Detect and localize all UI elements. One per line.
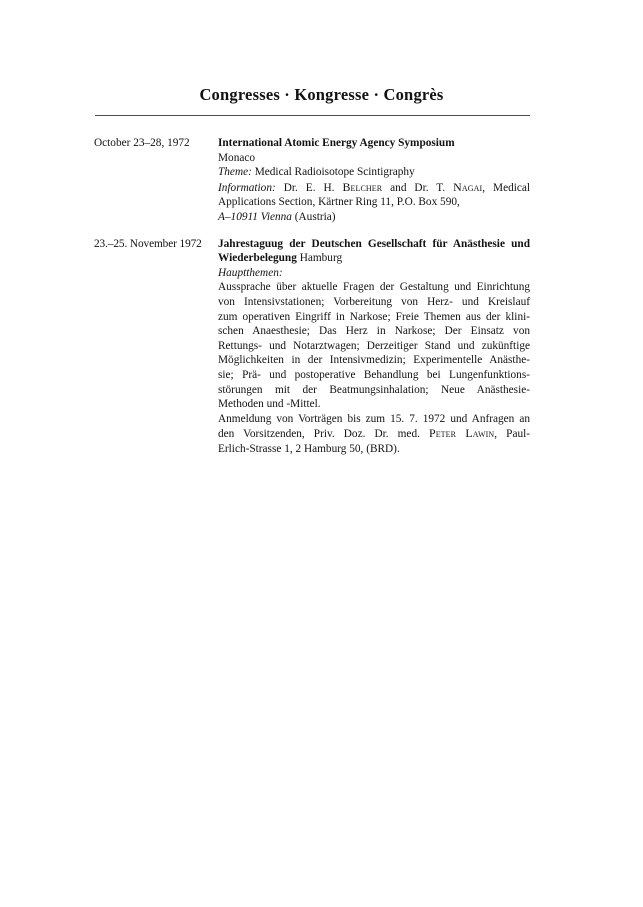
entry-information-line-1 [218, 180, 530, 196]
registration-line: Erlich-Strasse 1, 2 Hamburg 50, (BRD). [218, 442, 400, 455]
entry-title: Jahrestaguug der Deutschen Gesellschaft für Anästhesie und [218, 237, 530, 250]
registration-text-b: , Paul- [494, 428, 531, 441]
page-title: Congresses · Kongresse · Congrès [199, 85, 444, 104]
theme-value: Medical Radioisotope Scintigraphy [254, 166, 415, 179]
entry-title-line-2 [218, 251, 530, 266]
congress-entry [94, 136, 530, 225]
information-text-a: Dr. E. H. [283, 181, 335, 194]
information-label: Information: [218, 181, 276, 194]
information-text-b: and Dr. T. [390, 181, 446, 194]
entry-body [218, 136, 530, 225]
person-name-belcher: Belcher [342, 179, 383, 194]
entry-location: Monaco [218, 151, 256, 164]
congress-entry [94, 237, 530, 457]
topics-line: störungen mit der Beatmungsinhalation; Neue Anästhesie- [218, 383, 530, 396]
entry-date: October 23–28, 1972 [94, 137, 190, 149]
topics-text [218, 280, 530, 411]
title-divider [95, 115, 530, 116]
person-name-nagai: Nagai [453, 179, 483, 194]
topics-line: von Intensivstationen; Vorbereitung von Herz- und Kreislauf [218, 295, 530, 308]
address-city: A–10911 Vienna [218, 210, 292, 223]
registration-line: Anmeldung von Vorträgen bis zum 15. 7. 1972 und Anfragen an [218, 412, 530, 425]
topics-line: Methoden und -Mittel. [218, 398, 321, 411]
topics-label: Hauptthemen: [218, 266, 283, 279]
registration-text-a: den Vorsitzenden, Priv. Doz. Dr. med. [218, 428, 420, 441]
entry-title-bold-part: Wiederbelegung [218, 252, 297, 265]
entry-information-line-2: Applications Section, Kärtner Ring 11, P.O. Box 590, [218, 196, 460, 209]
topics-line: Aussprache über aktuelle Fragen der Gestaltung und Einrichtung [218, 281, 530, 294]
topics-line: Rettungs- und Notarztwagen; Derzeitiger Stand und zukünftige [218, 339, 530, 352]
entry-theme-line [218, 165, 530, 180]
information-text-c: , Medical [482, 181, 531, 194]
theme-label: Theme: [218, 166, 252, 179]
registration-line [218, 426, 530, 442]
entry-information-line-3 [218, 210, 530, 225]
topics-line: Möglichkeiten in der Intensivmedizin; Experimentelle Anästhe- [218, 354, 530, 367]
entry-body [218, 237, 530, 457]
topics-line: zum operativen Eingriff in Narkose; Freie Themen aus der klini- [218, 310, 530, 323]
entry-location: Hamburg [299, 252, 343, 265]
topics-line: sie; Prä- und postoperative Behandlung bei Lungenfunktions- [218, 368, 530, 381]
address-country: (Austria) [294, 210, 336, 223]
person-name-lawin: Peter Lawin [428, 426, 495, 441]
registration-text [218, 412, 530, 457]
entry-date: 23.–25. November 1972 [94, 237, 202, 250]
congress-entry-list [94, 136, 530, 468]
entry-title: International Atomic Energy Agency Symposium [218, 137, 455, 149]
topics-line: schen Anaesthesie; Das Herz in Narkose; Der Einsatz von [218, 325, 530, 338]
